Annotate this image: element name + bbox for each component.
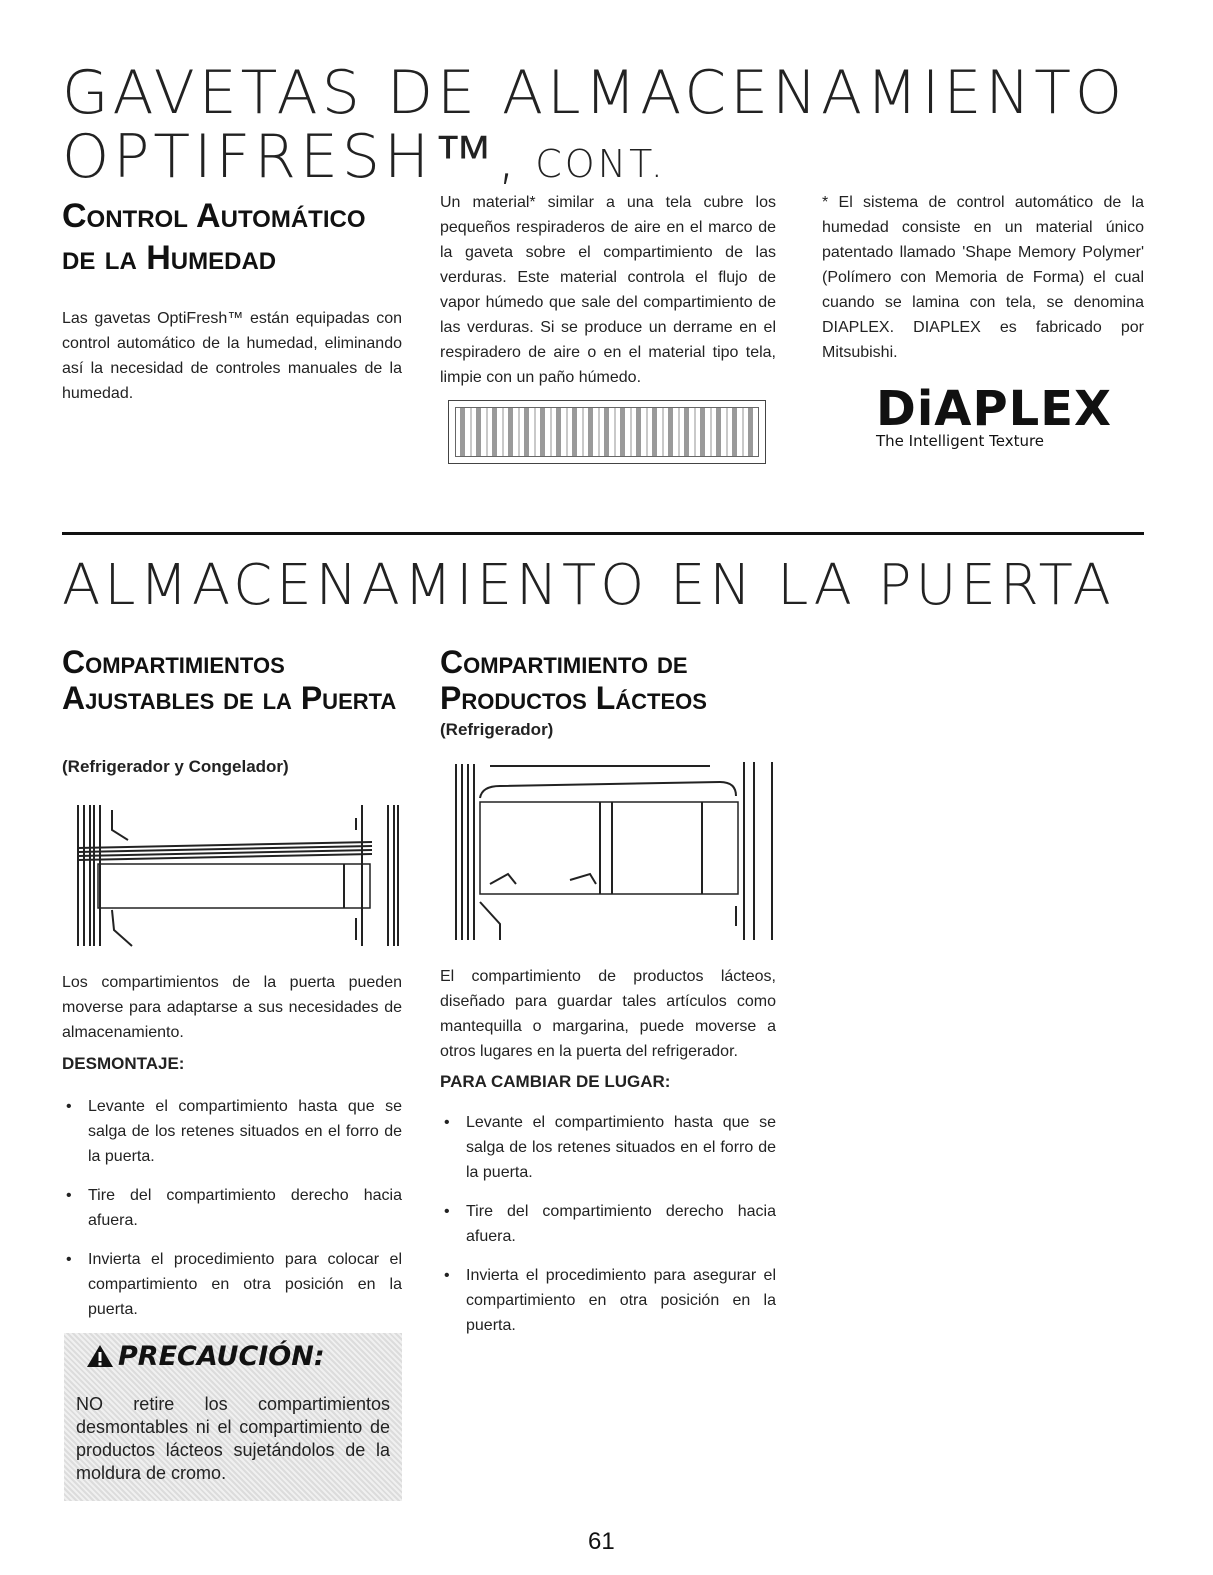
page-number: 61 — [588, 1528, 615, 1555]
section1-title-line1: GAVETAS DE ALMACENAMIENTO — [62, 58, 1127, 128]
dairy-bin-heading: Compartimiento de Productos Lácteos — [440, 644, 707, 716]
removal-steps-list — [62, 1094, 402, 1336]
diaplex-footnote-text: * El sistema de control automático de la humedad consiste en un material único patentado llamado 'Shape Memory Polymer' (Polímero con Memoria de Forma) el cual cuando se lamina con tela, se denomina DIAPLEX. DIAPLEX es fabricado por Mitsubishi. — [822, 194, 1144, 361]
list-item: • Tire del compartimiento derecho hacia afuera. — [440, 1199, 776, 1249]
adjustable-bins-text: Los compartimientos de la puerta pueden moverse para adaptarse a sus necesidades de almacenamiento. — [62, 974, 402, 1041]
section-divider — [62, 532, 1144, 535]
list-item: • Invierta el procedimiento para asegurar el compartimiento en otra posición en la puerta. — [440, 1263, 776, 1338]
section1-title-cont: CONT. — [520, 142, 666, 186]
section2-title: ALMACENAMIENTO EN LA PUERTA — [62, 553, 1115, 618]
removal-label: DESMONTAJE: — [62, 1054, 185, 1073]
relocate-label: PARA CAMBIAR DE LUGAR: — [440, 1072, 671, 1091]
adjustable-bins-subheading: (Refrigerador y Congelador) — [62, 757, 289, 776]
humidity-intro-text: Las gavetas OptiFresh™ están equipadas con control automático de la humedad, eliminando así la necesidad de controles manuales de la humedad. — [62, 310, 402, 402]
air-vent-illustration — [448, 400, 766, 464]
caution-box — [64, 1333, 402, 1501]
diaplex-logo — [876, 381, 1113, 450]
section1-title-line2 — [62, 124, 666, 197]
list-item: • Invierta el procedimiento para colocar el compartimiento en otra posición en la puerta. — [62, 1247, 402, 1322]
door-bin-illustration — [72, 800, 402, 950]
humidity-heading: Control Automático de la Humedad — [62, 197, 366, 277]
relocate-steps-list — [440, 1110, 776, 1352]
material-description-text: Un material* similar a una tela cubre los pequeños respiraderos de aire en el marco de la gaveta sobre el compartimiento de las verduras. Este material controla el flujo de vapor húmedo que sale del compartimiento de las verduras. Si se produce un derrame en el respiradero de aire o en el material tipo tela, limpie con un paño húmedo. — [440, 194, 776, 386]
adjustable-bins-heading: Compartimientos Ajustables de la Puerta — [62, 644, 397, 716]
list-item: • Tire del compartimiento derecho hacia afuera. — [62, 1183, 402, 1233]
warning-icon — [86, 1344, 114, 1368]
dairy-bin-illustration — [450, 758, 780, 944]
caution-title-text: PRECAUCIÓN: — [118, 1341, 325, 1372]
caution-text: NO retire los compartimientos desmontables ni el compartimiento de productos lácteos sujetándolos de la moldura de cromo. — [76, 1394, 390, 1483]
list-item: • Levante el compartimiento hasta que se salga de los retenes situados en el forro de la puerta. — [440, 1110, 776, 1185]
diaplex-logo-wordmark: DiAPLEX — [876, 381, 1113, 437]
dairy-bin-text: El compartimiento de productos lácteos, diseñado para guardar tales artículos como mantequilla o margarina, puede moverse a otros lugares en la puerta del refrigerador. — [440, 968, 776, 1060]
caution-title — [86, 1341, 325, 1372]
section1-title-optifresh: OPTIFRESH™, — [62, 122, 521, 192]
list-item: • Levante el compartimiento hasta que se salga de los retenes situados en el forro de la puerta. — [62, 1094, 402, 1169]
diaplex-logo-tagline: The Intelligent Texture — [876, 432, 1045, 450]
dairy-bin-subheading: (Refrigerador) — [440, 720, 554, 739]
